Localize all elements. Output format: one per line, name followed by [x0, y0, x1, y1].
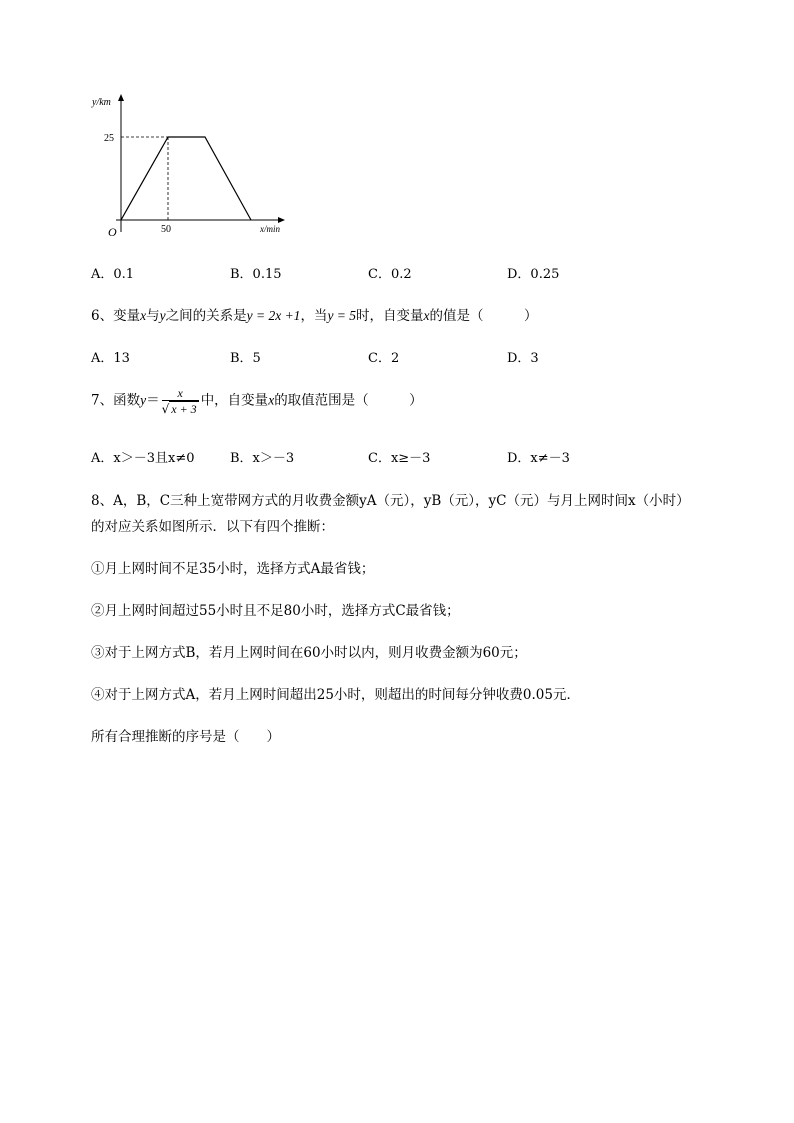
q7-mid: 中，自变量 [200, 392, 269, 409]
q7-denominator-wrap: √ x + 3 [161, 402, 197, 416]
question-7 [91, 386, 423, 416]
x-tick-label: 50 [161, 224, 171, 235]
q6-option-d[interactable]: D．3 [507, 351, 539, 366]
x-axis-arrow [278, 217, 285, 223]
q8-item-1: ①月上网时间不足35小时，选择方式A最省钱； [91, 561, 375, 577]
origin-label: O [108, 225, 117, 239]
q7-fraction [162, 386, 199, 416]
q5-option-b[interactable]: B．0.15 [230, 267, 282, 282]
q6-var-y: y [159, 308, 166, 323]
q7-option-c[interactable]: C．x≥－3 [368, 451, 431, 466]
q8-item-3: ③对于上网方式B，若月上网时间在60小时以内，则月收费金额为60元； [91, 645, 527, 661]
q8-question: 所有合理推断的序号是（ ） [91, 729, 280, 745]
q6-mid3: ，当 [300, 308, 328, 324]
q5-option-a[interactable]: A．0.1 [91, 267, 135, 282]
q6-option-c[interactable]: C．2 [368, 351, 400, 366]
q7-suffix: 的取值范围是（ ） [274, 392, 423, 409]
q8-item-4: ④对于上网方式A，若月上网时间超出25小时，则超出的时间每分钟收费0.05元． [91, 687, 580, 703]
q6-suffix: 的值是（ ） [429, 308, 538, 324]
q7-var: x [268, 392, 275, 408]
q6-option-a[interactable]: A．13 [91, 351, 130, 366]
q7-option-b[interactable]: B．x＞－3 [230, 451, 295, 466]
distance-time-graph [88, 90, 298, 240]
q8-line-2: 的对应关系如图所示．以下有四个推断： [91, 519, 334, 535]
q7-equals: ＝ [146, 392, 160, 409]
q6-mid2: 之间的关系是 [165, 308, 247, 324]
q6-mid4: 时，自变量 [356, 308, 424, 324]
q7-numerator: x [162, 386, 199, 401]
q8-item-2: ②月上网时间超过55小时且不足80小时，选择方式C最省钱； [91, 603, 460, 619]
x-axis-label: x/min [260, 224, 280, 234]
q7-option-a[interactable]: A．x＞－3且x≠0 [91, 451, 195, 466]
y-axis-arrow [118, 94, 124, 101]
y-axis-label: y/km [92, 97, 111, 108]
q6-var-x2: x [423, 308, 430, 323]
q5-option-d[interactable]: D．0.25 [507, 267, 560, 282]
q7-prefix: 7、函数 [91, 392, 141, 409]
q8-line-1: 8、A，B，C三种上宽带网方式的月收费金额yA（元），yB（元），yC（元）与月上网时间x（小时） [91, 493, 690, 509]
q6-mid1: 与 [146, 308, 160, 324]
q6-prefix: 6、变量 [91, 308, 141, 324]
q7-lhs: y [140, 392, 147, 408]
q5-option-c[interactable]: C．0.2 [368, 267, 412, 282]
q7-denominator: x + 3 [171, 402, 197, 416]
q6-option-b[interactable]: B．5 [230, 351, 261, 366]
q6-condition: y = 5 [327, 308, 357, 323]
q6-equation: y = 2x +1 [246, 308, 301, 323]
y-tick-label: 25 [104, 133, 114, 144]
question-6 [91, 304, 538, 324]
q6-var-x: x [140, 308, 147, 323]
q7-option-d[interactable]: D．x≠－3 [507, 451, 570, 466]
graph-line [121, 137, 251, 220]
